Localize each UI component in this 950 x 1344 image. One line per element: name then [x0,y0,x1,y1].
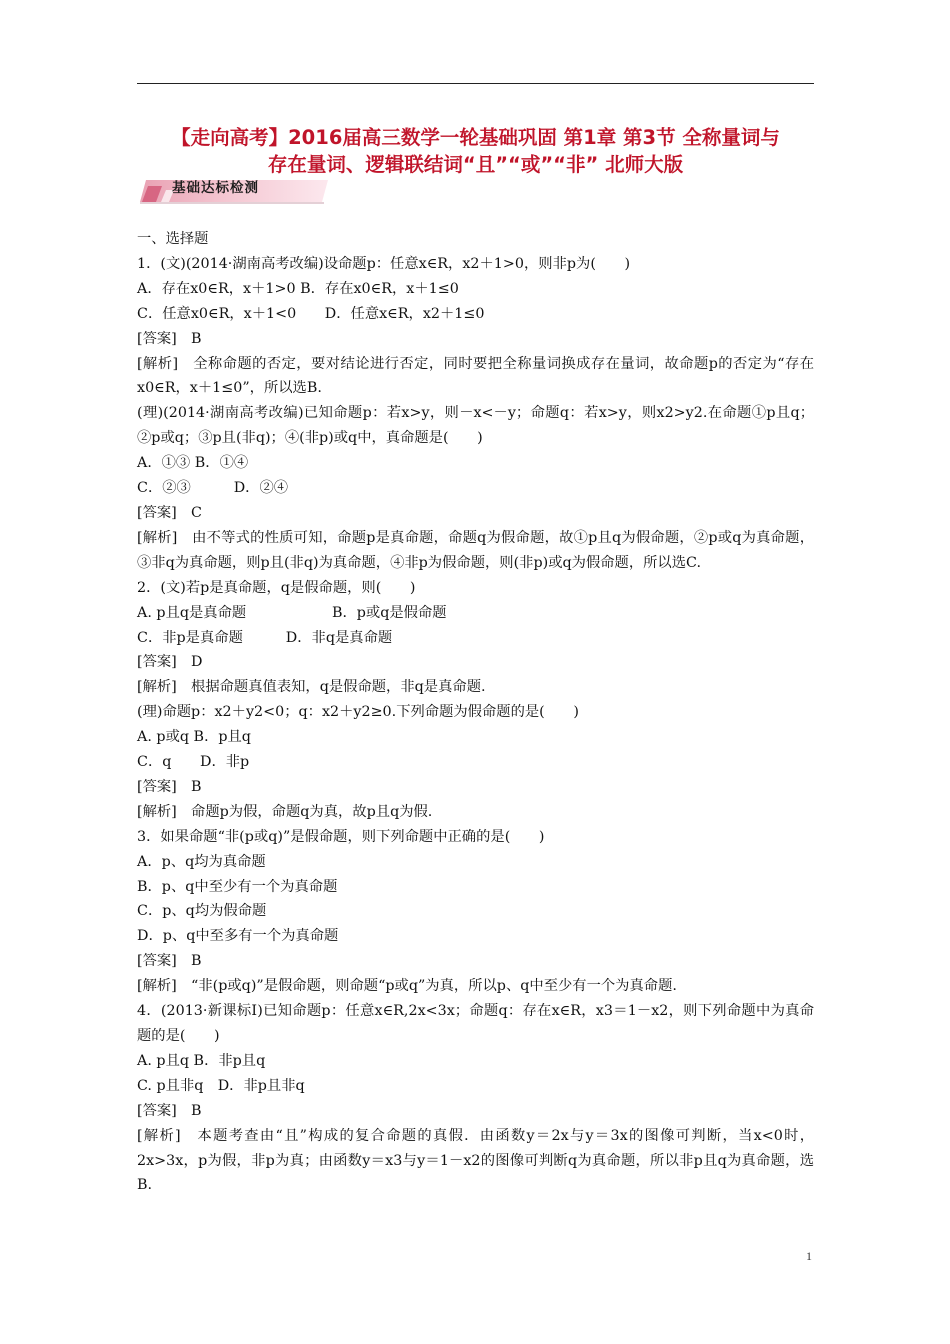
answer: [答案] B [137,1102,202,1119]
section-banner-label: 基础达标检测 [172,180,259,196]
analysis: [解析] 本题考查由“且”构成的复合命题的真假．由函数y＝2x与y＝3x的图像可判断，当x<0时，2x>3x，p为假，非p为真；由函数y＝x3与y＝1－x2的图像可判断q为真命题，所以非p且q为真命题，选B. [137,1127,814,1194]
page-number: 1 [806,1249,812,1263]
analysis: [解析] 根据命题真值表知，q是假命题，非q是真命题. [137,679,486,696]
question-2-wen: 2．(文)若p是真命题，q是假命题，则( ) [137,579,416,596]
title-line-1: 【走向高考】2016届高三数学一轮基础巩固 第1章 第3节 全称量词与 [171,126,780,149]
options-ab: A. p或q B．p且q [137,729,251,746]
analysis: [解析] “非(p或q)”是假命题，则命题“p或q”为真，所以p、q中至少有一个为真命题. [137,978,677,995]
question-1-wen: 1．(文)(2014·湖南高考改编)设命题p：任意x∈R，x2＋1>0，则非p为( ) [137,255,631,272]
question-1-li: (理)(2014·湖南高考改编)已知命题p：若x>y，则－x<－y；命题q：若x>y，则x2>y2.在命题①p且q；②p或q；③p且(非q)；④(非p)或q中，真命题是( ) [137,405,814,447]
options-cd: C．q D．非p [137,754,250,771]
analysis: [解析] 由不等式的性质可知，命题p是真命题，命题q为假命题，故①p且q为假命题，②p或q为真命题，③非q为真命题，则p且(非q)为真命题，④非p为假命题，则(非p)或q为假命题，所以选C. [137,529,814,571]
options-cd: C. p且非q D．非p且非q [137,1077,305,1094]
answer: [答案] B [137,778,202,795]
answer: [答案] D [137,654,203,671]
answer: [答案] B [137,330,202,347]
options-ab: A. p且q是真命题 B．p或q是假命题 [137,604,447,621]
options-cd: C．非p是真命题 D．非q是真命题 [137,629,393,646]
option-a: A．p、q均为真命题 [137,853,266,870]
document-title [137,124,814,178]
title-line-2: 存在量词、逻辑联结词“且”“或”“非” 北师大版 [267,153,684,176]
document-body [137,227,814,1198]
answer: [答案] C [137,504,202,521]
option-b: B．p、q中至少有一个为真命题 [137,878,338,895]
options-cd: C．任意x0∈R，x＋1<0 D．任意x∈R，x2＋1≤0 [137,305,485,322]
question-2-li: (理)命题p：x2＋y2<0；q：x2＋y2≥0.下列命题为假命题的是( ) [137,704,579,721]
option-c: C．p、q均为假命题 [137,903,267,920]
section-heading: 一、选择题 [137,231,209,247]
options-ab: A．①③ B．①④ [137,455,249,472]
question-4: 4．(2013·新课标Ⅰ)已知命题p：任意x∈R,2x<3x；命题q：存在x∈R，x3＝1－x2，则下列命题中为真命题的是( ) [137,1003,814,1044]
analysis: [解析] 命题p为假，命题q为真，故p且q为假. [137,803,433,820]
question-3: 3．如果命题“非(p或q)”是假命题，则下列命题中正确的是( ) [137,828,545,845]
header-rule [137,83,814,84]
option-d: D．p、q中至多有一个为真命题 [137,928,339,945]
options-ab: A．存在x0∈R，x＋1>0 B．存在x0∈R，x＋1≤0 [137,280,459,297]
options-cd: C．②③ D．②④ [137,480,289,497]
analysis: [解析] 全称命题的否定，要对结论进行否定，同时要把全称量词换成存在量词，故命题p的否定为“存在x0∈R，x＋1≤0”，所以选B. [137,355,814,397]
answer: [答案] B [137,953,202,970]
options-ab: A. p且q B．非p且q [137,1052,266,1069]
